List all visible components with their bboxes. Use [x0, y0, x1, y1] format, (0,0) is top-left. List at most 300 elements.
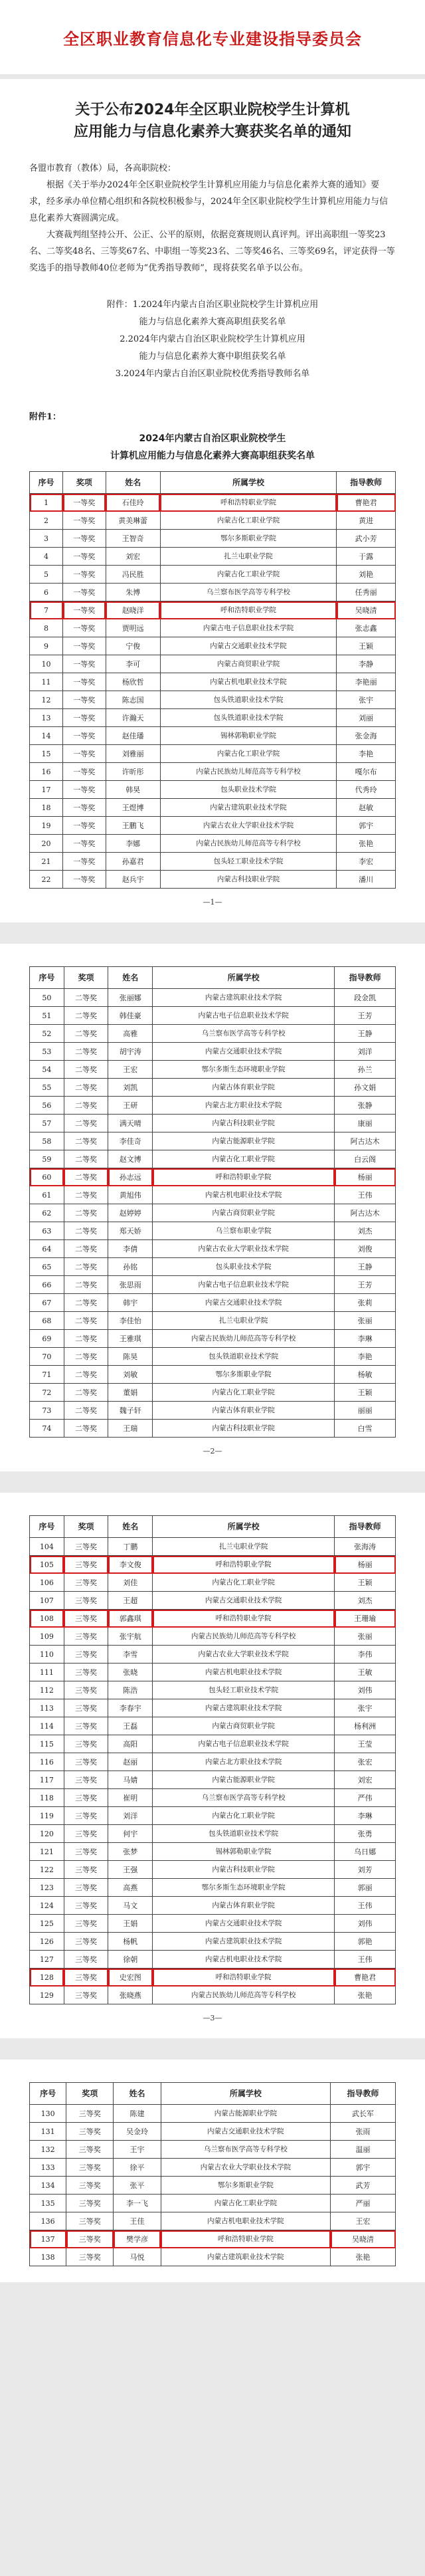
cell-name: 何宇 [108, 1825, 153, 1843]
table-row [30, 1258, 396, 1276]
table-row [30, 2177, 396, 2195]
cell-index: 18 [30, 799, 63, 817]
cell-name: 黄美琳蕾 [106, 512, 160, 530]
cell-teacher: 郭丽 [335, 1879, 396, 1897]
cell-award: 一等奖 [63, 584, 106, 601]
cell-teacher: 刘俊 [335, 1240, 396, 1258]
cell-award: 二等奖 [64, 1348, 108, 1366]
cell-index: 8 [30, 619, 63, 637]
header-name: 姓名 [108, 967, 153, 989]
cell-school: 乌兰察布医学高等专科学校 [153, 1789, 335, 1807]
header-school: 所属学校 [153, 1516, 335, 1538]
cell-name: 王磊 [108, 1717, 153, 1735]
cell-award: 三等奖 [66, 2212, 114, 2230]
cell-teacher: 白云阁 [335, 1150, 396, 1168]
cell-award: 二等奖 [64, 1115, 108, 1132]
cell-school: 内蒙古科技职业学院 [160, 871, 336, 889]
cell-award: 二等奖 [64, 1097, 108, 1115]
award-table-page1 [29, 471, 396, 889]
cell-teacher: 段金凯 [335, 989, 396, 1007]
table-row [30, 655, 396, 673]
cell-name: 刘敏 [108, 1366, 153, 1384]
cell-teacher: 吴晓清 [337, 601, 396, 619]
cell-award: 一等奖 [63, 619, 106, 637]
cell-name: 樊学彦 [114, 2230, 161, 2248]
cell-name: 陈建 [114, 2105, 161, 2123]
cell-index: 10 [30, 655, 63, 673]
org-name: 全区职业教育信息化专业建设指导委员会 [63, 29, 362, 49]
cell-teacher: 李艳 [335, 1348, 396, 1366]
cell-school: 乌兰察布职业学院 [153, 1222, 335, 1240]
table-row [30, 1933, 396, 1951]
cell-award: 三等奖 [64, 1556, 108, 1574]
cell-school: 内蒙古商贸职业学院 [160, 655, 336, 673]
table-row [30, 2212, 396, 2230]
table-row [30, 1807, 396, 1825]
cell-school: 内蒙古建筑职业技术学院 [161, 2248, 330, 2266]
cell-name: 刘佳 [108, 1574, 153, 1592]
cell-award: 二等奖 [64, 1150, 108, 1168]
cell-school: 内蒙古建筑职业技术学院 [160, 799, 336, 817]
cell-award: 二等奖 [64, 1222, 108, 1240]
cell-index: 116 [30, 1753, 64, 1771]
cell-award: 二等奖 [64, 1366, 108, 1384]
award-table-page2 [29, 966, 396, 1438]
cell-teacher: 张志鑫 [337, 619, 396, 637]
table-row [30, 1897, 396, 1915]
table-row [30, 2141, 396, 2159]
table-row [30, 727, 396, 745]
header-teacher: 指导教师 [337, 472, 396, 494]
cell-school: 内蒙古商贸职业学院 [153, 1717, 335, 1735]
cell-award: 一等奖 [63, 817, 106, 835]
cell-award: 二等奖 [64, 989, 108, 1007]
cell-index: 74 [30, 1420, 64, 1438]
page-number: —3— [203, 2014, 222, 2022]
cell-name: 朱博 [106, 584, 160, 601]
cell-teacher: 吴晓清 [331, 2230, 396, 2248]
cell-index: 122 [30, 1861, 64, 1879]
cell-name: 王智奇 [106, 530, 160, 548]
cell-name: 崔明 [108, 1789, 153, 1807]
cell-name: 黄旭伟 [108, 1186, 153, 1204]
table-row [30, 2248, 396, 2266]
cell-index: 2 [30, 512, 63, 530]
cell-award: 二等奖 [64, 1420, 108, 1438]
award-table-page4 [29, 2082, 396, 2266]
cell-teacher: 温丽 [331, 2141, 396, 2159]
cell-school: 内蒙古科技职业学院 [153, 1115, 335, 1132]
cell-school: 鄂尔多斯职业学院 [160, 530, 336, 548]
cell-teacher: 严伟 [335, 1789, 396, 1807]
greeting: 各盟市教育（教体）局，各高职院校： [29, 163, 177, 173]
cell-index: 51 [30, 1007, 64, 1025]
cell-name: 刘雅丽 [106, 745, 160, 763]
table-row [30, 1628, 396, 1646]
cell-school: 内蒙古化工职业学院 [153, 1574, 335, 1592]
cell-name: 马文 [108, 1897, 153, 1915]
cell-award: 三等奖 [64, 1843, 108, 1861]
header-award: 奖项 [63, 472, 106, 494]
table-page-2 [0, 944, 425, 1471]
cell-teacher: 王伟 [335, 1186, 396, 1204]
cell-name: 张晓燕 [108, 1986, 153, 2004]
cell-award: 三等奖 [66, 2141, 114, 2159]
page-number: —2— [203, 1447, 222, 1455]
cell-school: 包头轻工职业技术学院 [160, 853, 336, 871]
cell-name: 张晓 [108, 1664, 153, 1681]
cell-teacher: 刘艳 [337, 566, 396, 584]
cell-teacher: 李宏 [337, 853, 396, 871]
header-name: 姓名 [106, 472, 160, 494]
cell-award: 一等奖 [63, 530, 106, 548]
cell-school: 包头铁道职业技术学院 [160, 709, 336, 727]
cell-award: 三等奖 [64, 1771, 108, 1789]
cell-teacher: 任秀丽 [337, 584, 396, 601]
cell-teacher: 杨利洲 [335, 1717, 396, 1735]
header-name: 姓名 [108, 1516, 153, 1538]
cell-school: 内蒙古体育职业学院 [153, 1079, 335, 1097]
cell-teacher: 曹艳君 [335, 1969, 396, 1986]
cell-name: 赵丽 [108, 1753, 153, 1771]
cell-award: 三等奖 [66, 2159, 114, 2177]
header-award: 奖项 [64, 967, 108, 989]
cell-school: 乌兰察布医学高等专科学校 [161, 2141, 330, 2159]
table-row [30, 1420, 396, 1438]
cell-index: 1 [30, 494, 63, 512]
cell-teacher: 王颖 [335, 1384, 396, 1402]
cell-award: 一等奖 [63, 566, 106, 584]
cell-name: 史宏图 [108, 1969, 153, 1986]
cell-award: 二等奖 [64, 1330, 108, 1348]
table-row [30, 512, 396, 530]
cell-teacher: 张宏 [335, 1753, 396, 1771]
cell-index: 117 [30, 1771, 64, 1789]
table-row [30, 1330, 396, 1348]
cell-school: 扎兰屯职业学院 [153, 1312, 335, 1330]
table-row [30, 1915, 396, 1933]
cell-name: 孙嘉君 [106, 853, 160, 871]
cell-award: 一等奖 [63, 637, 106, 655]
cell-award: 三等奖 [64, 1681, 108, 1699]
cell-award: 一等奖 [63, 763, 106, 781]
table-row [30, 1079, 396, 1097]
cell-school: 乌兰察布医学高等专科学校 [153, 1025, 335, 1043]
cell-teacher: 李琳 [335, 1330, 396, 1348]
cell-name: 王宏 [108, 1061, 153, 1079]
cell-school: 内蒙古机电职业技术学院 [160, 673, 336, 691]
cell-index: 71 [30, 1366, 64, 1384]
header-award: 奖项 [64, 1516, 108, 1538]
cell-index: 138 [30, 2248, 66, 2266]
table-row [30, 1717, 396, 1735]
cell-award: 一等奖 [63, 835, 106, 853]
cell-index: 111 [30, 1664, 64, 1681]
cell-name: 徐平 [114, 2159, 161, 2177]
cell-index: 109 [30, 1628, 64, 1646]
cell-name: 王强 [108, 1861, 153, 1879]
cell-name: 刘凯 [108, 1079, 153, 1097]
cell-index: 11 [30, 673, 63, 691]
cell-award: 三等奖 [66, 2230, 114, 2248]
cell-name: 李可 [106, 655, 160, 673]
attachment-line: 3.2024年内蒙古自治区职业院校优秀指导教师名单 [115, 369, 310, 379]
cell-index: 52 [30, 1025, 64, 1043]
table-title [29, 430, 396, 465]
cell-name: 马婧 [108, 1771, 153, 1789]
cell-school: 乌兰察布医学高等专科学校 [160, 584, 336, 601]
table-row [30, 1384, 396, 1402]
cell-teacher: 张金海 [337, 727, 396, 745]
cell-index: 56 [30, 1097, 64, 1115]
cell-index: 54 [30, 1061, 64, 1079]
cell-index: 125 [30, 1915, 64, 1933]
cell-name: 陈浩 [108, 1681, 153, 1699]
cell-teacher: 郭艳 [335, 1933, 396, 1951]
table-row [30, 1276, 396, 1294]
attachment-line: 能力与信息化素养大赛中职组获奖名单 [139, 352, 286, 362]
table-row [30, 1366, 396, 1384]
cell-award: 三等奖 [64, 1789, 108, 1807]
cell-name: 李倩 [108, 1240, 153, 1258]
cell-teacher: 阿古达木 [335, 1132, 396, 1150]
cell-name: 孙铭 [108, 1258, 153, 1276]
table-row [30, 548, 396, 566]
cell-school: 内蒙古化工职业学院 [160, 745, 336, 763]
table-header-row [30, 2083, 396, 2105]
cell-award: 三等奖 [64, 1664, 108, 1681]
table-row [30, 1681, 396, 1699]
cell-teacher: 张艳 [337, 835, 396, 853]
cell-school: 内蒙古机电职业技术学院 [161, 2212, 330, 2230]
cell-index: 110 [30, 1646, 64, 1664]
cell-school: 内蒙古民族幼儿师范高等专科学校 [160, 835, 336, 853]
cell-index: 135 [30, 2195, 66, 2212]
notice-title-line2: 应用能力与信息化素养大赛获奖名单的通知 [73, 124, 351, 140]
cell-award: 一等奖 [63, 512, 106, 530]
cell-index: 134 [30, 2177, 66, 2195]
cell-award: 二等奖 [64, 1294, 108, 1312]
cell-teacher: 郭宇 [337, 817, 396, 835]
cell-index: 7 [30, 601, 63, 619]
table-row [30, 2230, 396, 2248]
cell-school: 呼和浩特职业学院 [153, 1168, 335, 1186]
table-row [30, 709, 396, 727]
cell-school: 内蒙古机电职业技术学院 [153, 1951, 335, 1969]
cell-school: 内蒙古民族幼儿师范高等专科学校 [153, 1330, 335, 1348]
cell-award: 三等奖 [64, 1628, 108, 1646]
page-gap [0, 2038, 425, 2056]
cell-name: 杨欣哲 [106, 673, 160, 691]
table-row [30, 745, 396, 763]
cell-teacher: 王伟 [335, 1951, 396, 1969]
cell-name: 李一飞 [114, 2195, 161, 2212]
cell-award: 二等奖 [64, 1025, 108, 1043]
attachment-line: 2.2024年内蒙古自治区职业院校学生计算机应用 [120, 334, 305, 344]
table-row [30, 1538, 396, 1556]
table-header-row [30, 1516, 396, 1538]
header-index: 序号 [30, 1516, 64, 1538]
cell-name: 张平 [114, 2177, 161, 2195]
cell-teacher: 武芳 [331, 2177, 396, 2195]
cell-award: 一等奖 [63, 799, 106, 817]
cell-index: 105 [30, 1556, 64, 1574]
cell-index: 70 [30, 1348, 64, 1366]
cell-school: 内蒙古商贸职业学院 [153, 1204, 335, 1222]
table-row [30, 1610, 396, 1628]
table-row [30, 1115, 396, 1132]
cell-school: 扎兰屯职业学院 [160, 548, 336, 566]
cell-teacher: 李艳丽 [337, 673, 396, 691]
cell-name: 赵佳璠 [106, 727, 160, 745]
cell-school: 内蒙古农业大学职业技术学院 [153, 1240, 335, 1258]
cell-award: 一等奖 [63, 853, 106, 871]
cell-name: 李春宇 [108, 1699, 153, 1717]
cell-school: 内蒙古交通职业技术学院 [161, 2123, 330, 2141]
cell-name: 董娟 [108, 1384, 153, 1402]
cell-award: 二等奖 [64, 1079, 108, 1097]
table-row [30, 1735, 396, 1753]
table-row [30, 566, 396, 584]
cell-teacher: 李伟 [335, 1646, 396, 1664]
cell-teacher: 潘川 [337, 871, 396, 889]
table-row [30, 1186, 396, 1204]
cell-award: 三等奖 [66, 2177, 114, 2195]
cell-teacher: 王静 [335, 1258, 396, 1276]
cell-school: 鄂尔多斯生态环境职业学院 [153, 1879, 335, 1897]
table-row [30, 817, 396, 835]
cell-name: 贾明远 [106, 619, 160, 637]
header-name: 姓名 [114, 2083, 161, 2105]
cell-index: 61 [30, 1186, 64, 1204]
cell-teacher: 郭宇 [331, 2159, 396, 2177]
header-index: 序号 [30, 967, 64, 989]
cell-award: 二等奖 [64, 1061, 108, 1079]
cell-teacher: 嘎尔布 [337, 763, 396, 781]
cell-award: 三等奖 [64, 1646, 108, 1664]
notice-title-line1: 关于公布2024年全区职业院校学生计算机 [75, 102, 350, 118]
cell-award: 一等奖 [63, 494, 106, 512]
cell-school: 包头铁道职业技术学院 [160, 691, 336, 709]
cell-teacher: 张静 [335, 1097, 396, 1115]
table-row [30, 1646, 396, 1664]
cell-name: 赵晓洋 [106, 601, 160, 619]
cell-teacher: 张丽 [335, 1628, 396, 1646]
cell-school: 内蒙古化工职业学院 [153, 1384, 335, 1402]
cell-award: 三等奖 [64, 1574, 108, 1592]
cell-school: 包头职业技术学院 [153, 1258, 335, 1276]
cell-index: 17 [30, 781, 63, 799]
cell-index: 132 [30, 2141, 66, 2159]
table-row [30, 1969, 396, 1986]
cell-award: 二等奖 [64, 1168, 108, 1186]
cell-index: 115 [30, 1735, 64, 1753]
table-row [30, 1025, 396, 1043]
table-row [30, 1699, 396, 1717]
cell-school: 包头职业技术学院 [160, 781, 336, 799]
cell-school: 内蒙古建筑职业技术学院 [153, 989, 335, 1007]
cell-teacher: 张丽 [335, 1312, 396, 1330]
table-row [30, 2123, 396, 2141]
cell-award: 二等奖 [64, 1384, 108, 1402]
cell-index: 22 [30, 871, 63, 889]
table-row [30, 1204, 396, 1222]
cell-teacher: 赵敏 [337, 799, 396, 817]
cell-school: 内蒙古交通职业技术学院 [153, 1043, 335, 1061]
paragraph-1: 根据《关于举办2024年全区职业院校学生计算机应用能力与信息化素养大赛的通知》要求，经多承办单位精心组织和各院校积极参与，2024年全区职业院校学生计算机应用能力与信息化素养大赛圆满完成。 [29, 180, 388, 223]
cell-name: 王宇 [114, 2141, 161, 2159]
cell-award: 三等奖 [64, 1915, 108, 1933]
attachment-line: 能力与信息化素养大赛高职组获奖名单 [139, 317, 286, 327]
cell-school: 呼和浩特职业学院 [153, 1556, 335, 1574]
cell-award: 三等奖 [66, 2123, 114, 2141]
cell-teacher: 张雨 [331, 2123, 396, 2141]
cell-teacher: 张莉 [335, 1294, 396, 1312]
cell-name: 张梦 [108, 1843, 153, 1861]
cell-index: 3 [30, 530, 63, 548]
cell-name: 满天晴 [108, 1115, 153, 1132]
table-row [30, 1061, 396, 1079]
cell-index: 68 [30, 1312, 64, 1330]
cell-name: 赵兵宇 [106, 871, 160, 889]
cell-school: 内蒙古化工职业学院 [153, 1150, 335, 1168]
table-row [30, 584, 396, 601]
table-row [30, 1043, 396, 1061]
cell-teacher: 杨丽 [335, 1556, 396, 1574]
cell-name: 王超 [108, 1592, 153, 1610]
cell-award: 二等奖 [64, 1402, 108, 1420]
header-school: 所属学校 [161, 2083, 330, 2105]
cell-school: 内蒙古化工职业学院 [160, 566, 336, 584]
cell-award: 三等奖 [64, 1717, 108, 1735]
cell-school: 内蒙古北方职业技术学院 [153, 1097, 335, 1115]
cell-teacher: 王伟 [335, 1897, 396, 1915]
cell-award: 一等奖 [63, 601, 106, 619]
attachment-label: 附件1： [29, 412, 62, 422]
cell-index: 72 [30, 1384, 64, 1402]
cell-index: 64 [30, 1240, 64, 1258]
cell-name: 李娜 [106, 835, 160, 853]
cell-school: 内蒙古电子信息职业技术学院 [153, 1007, 335, 1025]
cell-teacher: 李艳 [337, 745, 396, 763]
table-header-row [30, 472, 396, 494]
cell-name: 赵婷婷 [108, 1204, 153, 1222]
cell-name: 冯民胜 [106, 566, 160, 584]
cell-school: 包头铁道职业技术学院 [153, 1348, 335, 1366]
page-gap [0, 1471, 425, 1489]
cell-index: 15 [30, 745, 63, 763]
header-award: 奖项 [66, 2083, 114, 2105]
cell-award: 三等奖 [66, 2195, 114, 2212]
table-page-4 [0, 2060, 425, 2282]
award-table-page3 [29, 1515, 396, 2004]
cell-teacher: 杨丽 [335, 1168, 396, 1186]
cell-index: 14 [30, 727, 63, 745]
cell-name: 韩昊 [106, 781, 160, 799]
cell-school: 内蒙古化工职业学院 [153, 1807, 335, 1825]
cell-school: 呼和浩特职业学院 [160, 494, 336, 512]
cell-name: 高阳 [108, 1735, 153, 1753]
cell-teacher: 白雪 [335, 1420, 396, 1438]
cell-index: 136 [30, 2212, 66, 2230]
table-row [30, 1132, 396, 1150]
cell-teacher: 张勇 [335, 1825, 396, 1843]
cell-name: 韩宇 [108, 1294, 153, 1312]
cell-teacher: 刘杰 [335, 1222, 396, 1240]
cell-award: 一等奖 [63, 548, 106, 566]
cell-name: 王鹏飞 [106, 817, 160, 835]
table-row [30, 1312, 396, 1330]
